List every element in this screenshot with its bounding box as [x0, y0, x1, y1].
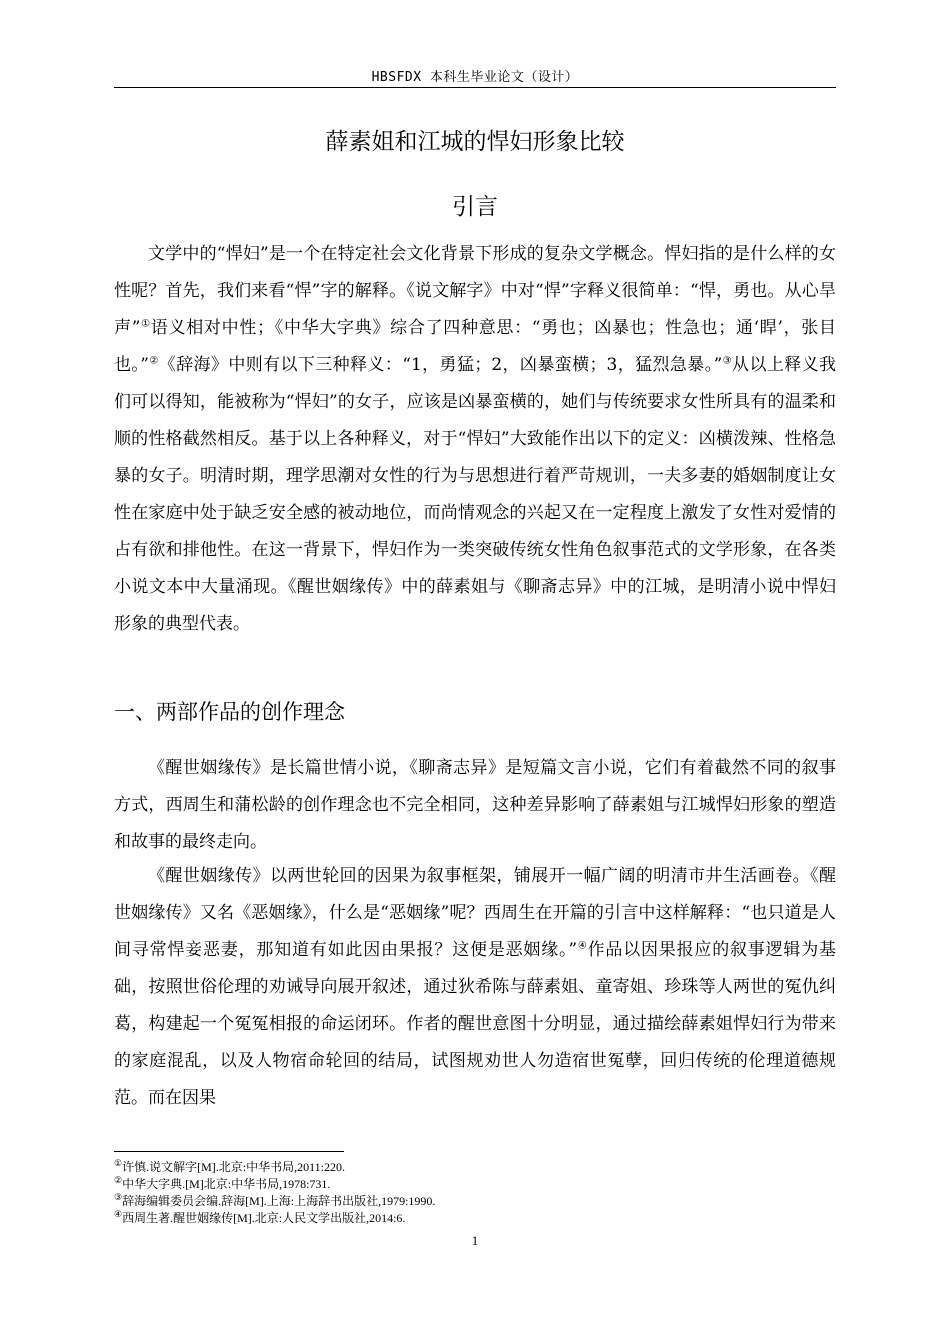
footnote-text: 中华大字典.[M]北京:中华书局,1978:731.: [122, 1177, 331, 1191]
footnote-ref-3: ③: [722, 355, 733, 367]
footnote-rule: [114, 1151, 344, 1152]
body-paragraph: 《醒世姻缘传》是长篇世情小说，《聊斋志异》是短篇文言小说，它们有着截然不同的叙事方式，西周生和蒲松龄的创作理念也不完全相同，这种差异影响了薛素姐与江城悍妇形象的塑造和故事的最终走向。: [114, 758, 836, 852]
footnote-mark: ④: [114, 1209, 123, 1219]
footnotes-list: [114, 1159, 836, 1227]
intro-heading: 引言: [452, 194, 498, 220]
text-run: 作品以因果报应的叙事逻辑为基础，按照世俗伦理的劝诫导向展开叙述，通过狄希陈与薛素姐、童寄姐、珍珠等人两世的冤仇纠葛，构建起一个冤冤相报的命运闭环。作者的醒世意图十分明显，通过描绘薛素姐悍妇行为带来的家庭混乱，以及人物宿命轮回的结局，试图规劝世人勿造宿世冤孽，回归传统的伦理道德规范。而在因果: [114, 940, 837, 1108]
header-rule: [114, 87, 836, 88]
paper-title: 薛素姐和江城的悍妇形象比较: [325, 129, 625, 155]
text-run: 语义相对中性；《中华大字典》综合了四种意思：“勇也；凶暴也；性急也；通‘睅’，张目也。”: [114, 318, 837, 375]
text-run: 从以上释义我们可以得知，能被称为“悍妇”的女子，应该是凶暴蛮横的，她们与传统要求女性所具有的温柔和顺的性格截然相反。基于以上各种释义，对于“悍妇”大致能作出以下的定义：凶横泼辣、性格急暴的女子。明清时期，理学思潮对女性的行为与思想进行着严苛规训，一夫多妻的婚姻制度让女性在家庭中处于缺乏安全感的被动地位，而尚情观念的兴起又在一定程度上激发了女性对爱情的占有欲和排他性。在这一背景下，悍妇作为一类突破传统女性角色叙事范式的文学形象，在各类小说文本中大量涌现。《醒世姻缘传》中的薛素姐与《聊斋志异》中的江城，是明清小说中悍妇形象的典型代表。: [114, 355, 837, 634]
footnote-item: [114, 1193, 836, 1210]
page-number: 1: [471, 1233, 479, 1248]
footnote-mark: ①: [114, 1158, 123, 1168]
intro-paragraph: [114, 236, 836, 643]
footnote-text: 西周生著.醒世姻缘传[M].北京:人民文学出版社,2014:6.: [122, 1211, 406, 1225]
footnote-item: [114, 1159, 836, 1176]
footnote-ref-4: ④: [577, 940, 588, 952]
text-run: 《辞海》中则有以下三种释义：“1，勇猛；2，凶暴蛮横；3，猛烈急暴。”: [158, 355, 723, 375]
text-run: 文学中的“悍妇”是一个在特定社会文化背景下形成的复杂文学概念。悍妇指的是什么样的女性呢？首先，我们来看“悍”字的解释。《说文解字》中对“悍”字释义很简单：“悍，勇也。从心旱声”: [114, 244, 836, 338]
footnote-ref-2: ②: [148, 355, 159, 367]
footnote-ref-1: ①: [140, 318, 151, 330]
body-paragraph: [114, 858, 836, 1117]
page-header: HBSFDX 本科生毕业论文（设计）: [371, 70, 579, 85]
footnote-item: [114, 1176, 836, 1193]
footnote-text: 辞海编辑委员会编.辞海[M].上海:上海辞书出版社,1979:1990.: [122, 1194, 436, 1208]
footnote-mark: ③: [114, 1192, 123, 1202]
text-run: 《醒世姻缘传》以两世轮回的因果为叙事框架，铺展开一幅广阔的明清市井生活画卷。《醒世姻缘传》又名《恶姻缘》，什么是“恶姻缘”呢？西周生在开篇的引言中这样解释：“也只道是人间寻常悍妾恶妻，那知道有如此因由果报？这便是恶姻缘。”: [114, 866, 836, 960]
section-heading-1: 一、两部作品的创作理念: [114, 700, 345, 724]
footnote-item: [114, 1210, 836, 1227]
footnote-text: 许慎.说文解字[M].北京:中华书局,2011:220.: [122, 1160, 345, 1174]
footnote-mark: ②: [114, 1175, 123, 1185]
